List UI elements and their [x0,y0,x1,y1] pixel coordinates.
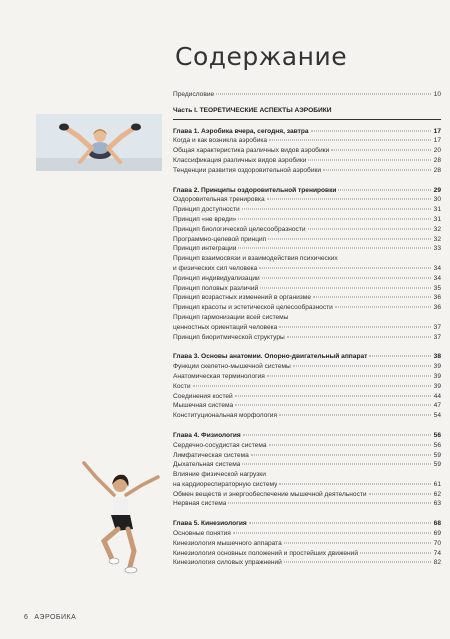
toc-entry-page: 74 [433,549,441,557]
toc-entry-label: Принцип биологической целесообразности [173,225,306,233]
toc-entry-label: Принцип гармонизации всей системы [173,313,289,321]
toc-entry-label: Программно-целевой принцип [173,235,267,243]
leader-dots [284,542,431,543]
leader-dots [267,199,431,200]
pushup-illustration [36,114,162,171]
toc-entry-label: Кинезиология основных положений и простейших движений [173,549,359,557]
toc-entry-page: 54 [433,412,441,420]
chapter-page: 29 [433,186,441,194]
leader-dots [279,415,431,416]
toc-entry-page: 37 [433,323,441,331]
toc-entry-label: Анатомическая терминология [173,372,265,380]
toc-entry-page: 31 [433,206,441,214]
toc-entry[interactable] [173,205,441,215]
leader-dots [233,533,431,534]
chapter-title: Глава 1. Аэробика вчера, сегодня, завтра [173,127,309,135]
leader-dots [242,209,431,210]
part-heading: Часть I. ТЕОРЕТИЧЕСКИЕ АСПЕКТЫ АЭРОБИКИ [173,106,441,120]
leader-dots [238,218,431,219]
leader-dots [338,189,431,190]
toc-entry-page: 10 [433,91,441,98]
toc-entry[interactable] [173,470,441,480]
toc-entry[interactable] [173,549,441,559]
toc-entry-label: Кости [173,382,191,390]
toc-entry[interactable] [173,333,441,343]
toc-entry[interactable] [173,441,441,451]
toc-chapter-4[interactable] [173,431,441,441]
toc-entry-label: Кинезиология силовых упражнений [173,559,282,567]
toc-entry-label: Сердечно-сосудистая система [173,441,267,449]
leader-dots [279,483,431,484]
toc-entry-page: 32 [433,225,441,233]
chapter-title: Глава 4. Физиология [173,431,241,439]
leader-dots [216,94,431,95]
leader-dots [331,150,431,151]
leader-dots [293,366,431,367]
leader-dots [249,523,431,524]
toc-entry-label: Принцип биоритмической структуры [173,333,285,341]
toc-chapter-3[interactable] [173,352,441,362]
toc-entry-page: 36 [433,294,441,302]
toc-entry-page: 30 [433,196,441,204]
toc-entry-label: Кинезиология мышечного аппарата [173,539,282,547]
toc-entry[interactable] [173,254,441,264]
leader-dots [335,307,431,308]
pushup-photo [36,114,162,171]
toc-entry[interactable] [173,529,441,539]
toc-entry-label: Обмен веществ и энергообеспечение мышечной деятельности [173,490,367,498]
toc-entry-page: 62 [433,490,441,498]
toc-entry-page: 37 [433,333,441,341]
toc-entry-label: Влияние физической нагрузки [173,471,266,479]
toc-entry-page: 34 [433,264,441,272]
toc-entry[interactable] [173,136,441,146]
toc-entry-label: Функции скелетно-мышечной системы [173,363,291,371]
toc-entry-label: Принцип возрастных изменений в организме [173,294,311,302]
toc-entry-label: Принцип доступности [173,206,240,214]
toc-entry[interactable] [173,284,441,294]
toc-chapter-1[interactable] [173,127,441,137]
leader-dots [243,434,431,435]
toc-entry-page: 36 [433,304,441,312]
toc-entry-label: Когда и как возникла аэробика [173,137,268,145]
page-title: Содержание [175,42,348,71]
leader-dots [262,277,431,278]
chapter-title: Глава 5. Кинезиология [173,520,247,528]
chapter-page: 68 [433,520,441,528]
toc-entry-page: 69 [433,530,441,538]
toc-entry-page: 59 [433,451,441,459]
leader-dots [279,326,431,327]
leader-dots [269,140,431,141]
page-footer [24,614,76,621]
toc-entry[interactable] [173,146,441,156]
leader-dots [284,562,431,563]
toc-entry[interactable] [173,264,441,274]
chapter-title: Глава 2. Принципы оздоровительной тренировки [173,186,337,194]
toc-entry[interactable] [173,372,441,382]
toc-entry-label: Тенденции развития оздоровительной аэробики [173,166,322,174]
toc-entry[interactable] [173,451,441,461]
toc-entry[interactable] [173,558,441,568]
toc-entry-label: Классификация различных видов аэробики [173,156,307,164]
running-title: АЭРОБИКА [34,614,77,621]
toc-chapter-5[interactable] [173,519,441,529]
toc-entry-label: Принцип половых различий [173,284,259,292]
toc-entry-page: 32 [433,235,441,243]
toc-entry-label: Принцип индивидуализации [173,274,260,282]
leader-dots [323,169,431,170]
leader-dots [369,493,431,494]
leader-dots [260,287,431,288]
toc-entry-label: Предисловие [173,91,215,98]
toc-entry-page: 44 [433,392,441,400]
toc-entry-label: Лимфатическая система [173,451,249,459]
toc-entry-page: 39 [433,382,441,390]
leader-dots [235,405,431,406]
leader-dots [238,248,431,249]
toc-entry-page: 63 [433,500,441,508]
toc-entry-page: 20 [433,147,441,155]
toc-entry-page: 31 [433,215,441,223]
toc-entry[interactable] [173,480,441,490]
toc-entry-label: Мышечная система [173,402,234,410]
toc-entry-page: 17 [433,137,441,145]
toc-entry[interactable] [173,323,441,333]
jumping-illustration [76,455,166,585]
toc-entry-page: 28 [433,166,441,174]
chapter-page: 56 [433,431,441,439]
toc-entry-label: Нервная система [173,500,227,508]
leader-dots [251,454,431,455]
toc-entry[interactable] [173,195,441,205]
toc-entry-page: 70 [433,539,441,547]
toc-entry[interactable] [173,490,441,500]
toc-entry-page: 28 [433,156,441,164]
toc-entry-label: Принцип интеграции [173,245,237,253]
leader-dots [360,552,431,553]
leader-dots [311,130,431,131]
toc-entry[interactable] [173,411,441,421]
toc-entry[interactable] [173,392,441,402]
toc-entry-page: 82 [433,559,441,567]
toc-entry[interactable] [173,499,441,509]
toc-entry[interactable] [173,166,441,176]
toc-entry-label: Оздоровительная тренировка [173,196,265,204]
toc-entry[interactable] [173,460,441,470]
toc-entry-page: 33 [433,245,441,253]
toc-entry[interactable] [173,539,441,549]
toc-entry[interactable] [173,313,441,323]
toc-entry-label: Дыхательная система [173,461,241,469]
toc-entry-label: Общая характеристика различных видов аэробики [173,147,330,155]
toc-entry-page: 61 [433,480,441,488]
toc-entry-label: ценностных ориентаций человека [173,323,278,331]
toc-entry[interactable] [173,293,441,303]
leader-dots [268,238,431,239]
jumping-woman-photo [76,455,166,585]
toc-entry[interactable] [173,303,441,313]
leader-dots [235,395,431,396]
page-number: 6 [24,614,29,621]
toc-entry-preface[interactable] [173,90,441,100]
toc-entry[interactable] [173,401,441,411]
leader-dots [369,356,431,357]
toc-entry[interactable] [173,274,441,284]
leader-dots [259,267,431,268]
table-of-contents [173,90,441,568]
toc-entry-label: на кардиореспираторную систему [173,480,278,488]
toc-entry[interactable] [173,244,441,254]
toc-entry-label: Основные понятия [173,530,231,538]
chapter-page: 17 [433,127,441,135]
toc-entry-label: Принцип взаимосвязи и взаимодействия психических [173,255,338,263]
toc-entry-label: и физических сил человека [173,264,258,272]
toc-entry-page: 59 [433,461,441,469]
toc-entry[interactable] [173,156,441,166]
leader-dots [287,336,431,337]
toc-entry-label: Конституциональная морфология [173,412,278,420]
leader-dots [308,159,431,160]
toc-entry-label: Соединения костей [173,392,233,400]
toc-entry-page: 34 [433,274,441,282]
toc-entry[interactable] [173,382,441,392]
toc-entry-label: Принцип «не вреди» [173,215,237,223]
toc-entry-label: Принцип красоты и эстетической целесообразности [173,304,333,312]
leader-dots [193,385,431,386]
leader-dots [242,464,431,465]
toc-chapter-2[interactable] [173,186,441,196]
toc-entry[interactable] [173,215,441,225]
toc-entry-page: 47 [433,402,441,410]
toc-entry-page: 39 [433,372,441,380]
leader-dots [267,375,431,376]
leader-dots [313,297,431,298]
leader-dots [228,503,431,504]
chapter-title: Глава 3. Основы анатомии. Опорно-двигательный аппарат [173,353,368,361]
toc-entry-page: 56 [433,441,441,449]
leader-dots [269,444,431,445]
toc-entry[interactable] [173,225,441,235]
toc-entry-page: 39 [433,363,441,371]
toc-entry-page: 35 [433,284,441,292]
toc-entry[interactable] [173,235,441,245]
chapter-page: 38 [433,353,441,361]
toc-entry[interactable] [173,362,441,372]
leader-dots [308,228,431,229]
